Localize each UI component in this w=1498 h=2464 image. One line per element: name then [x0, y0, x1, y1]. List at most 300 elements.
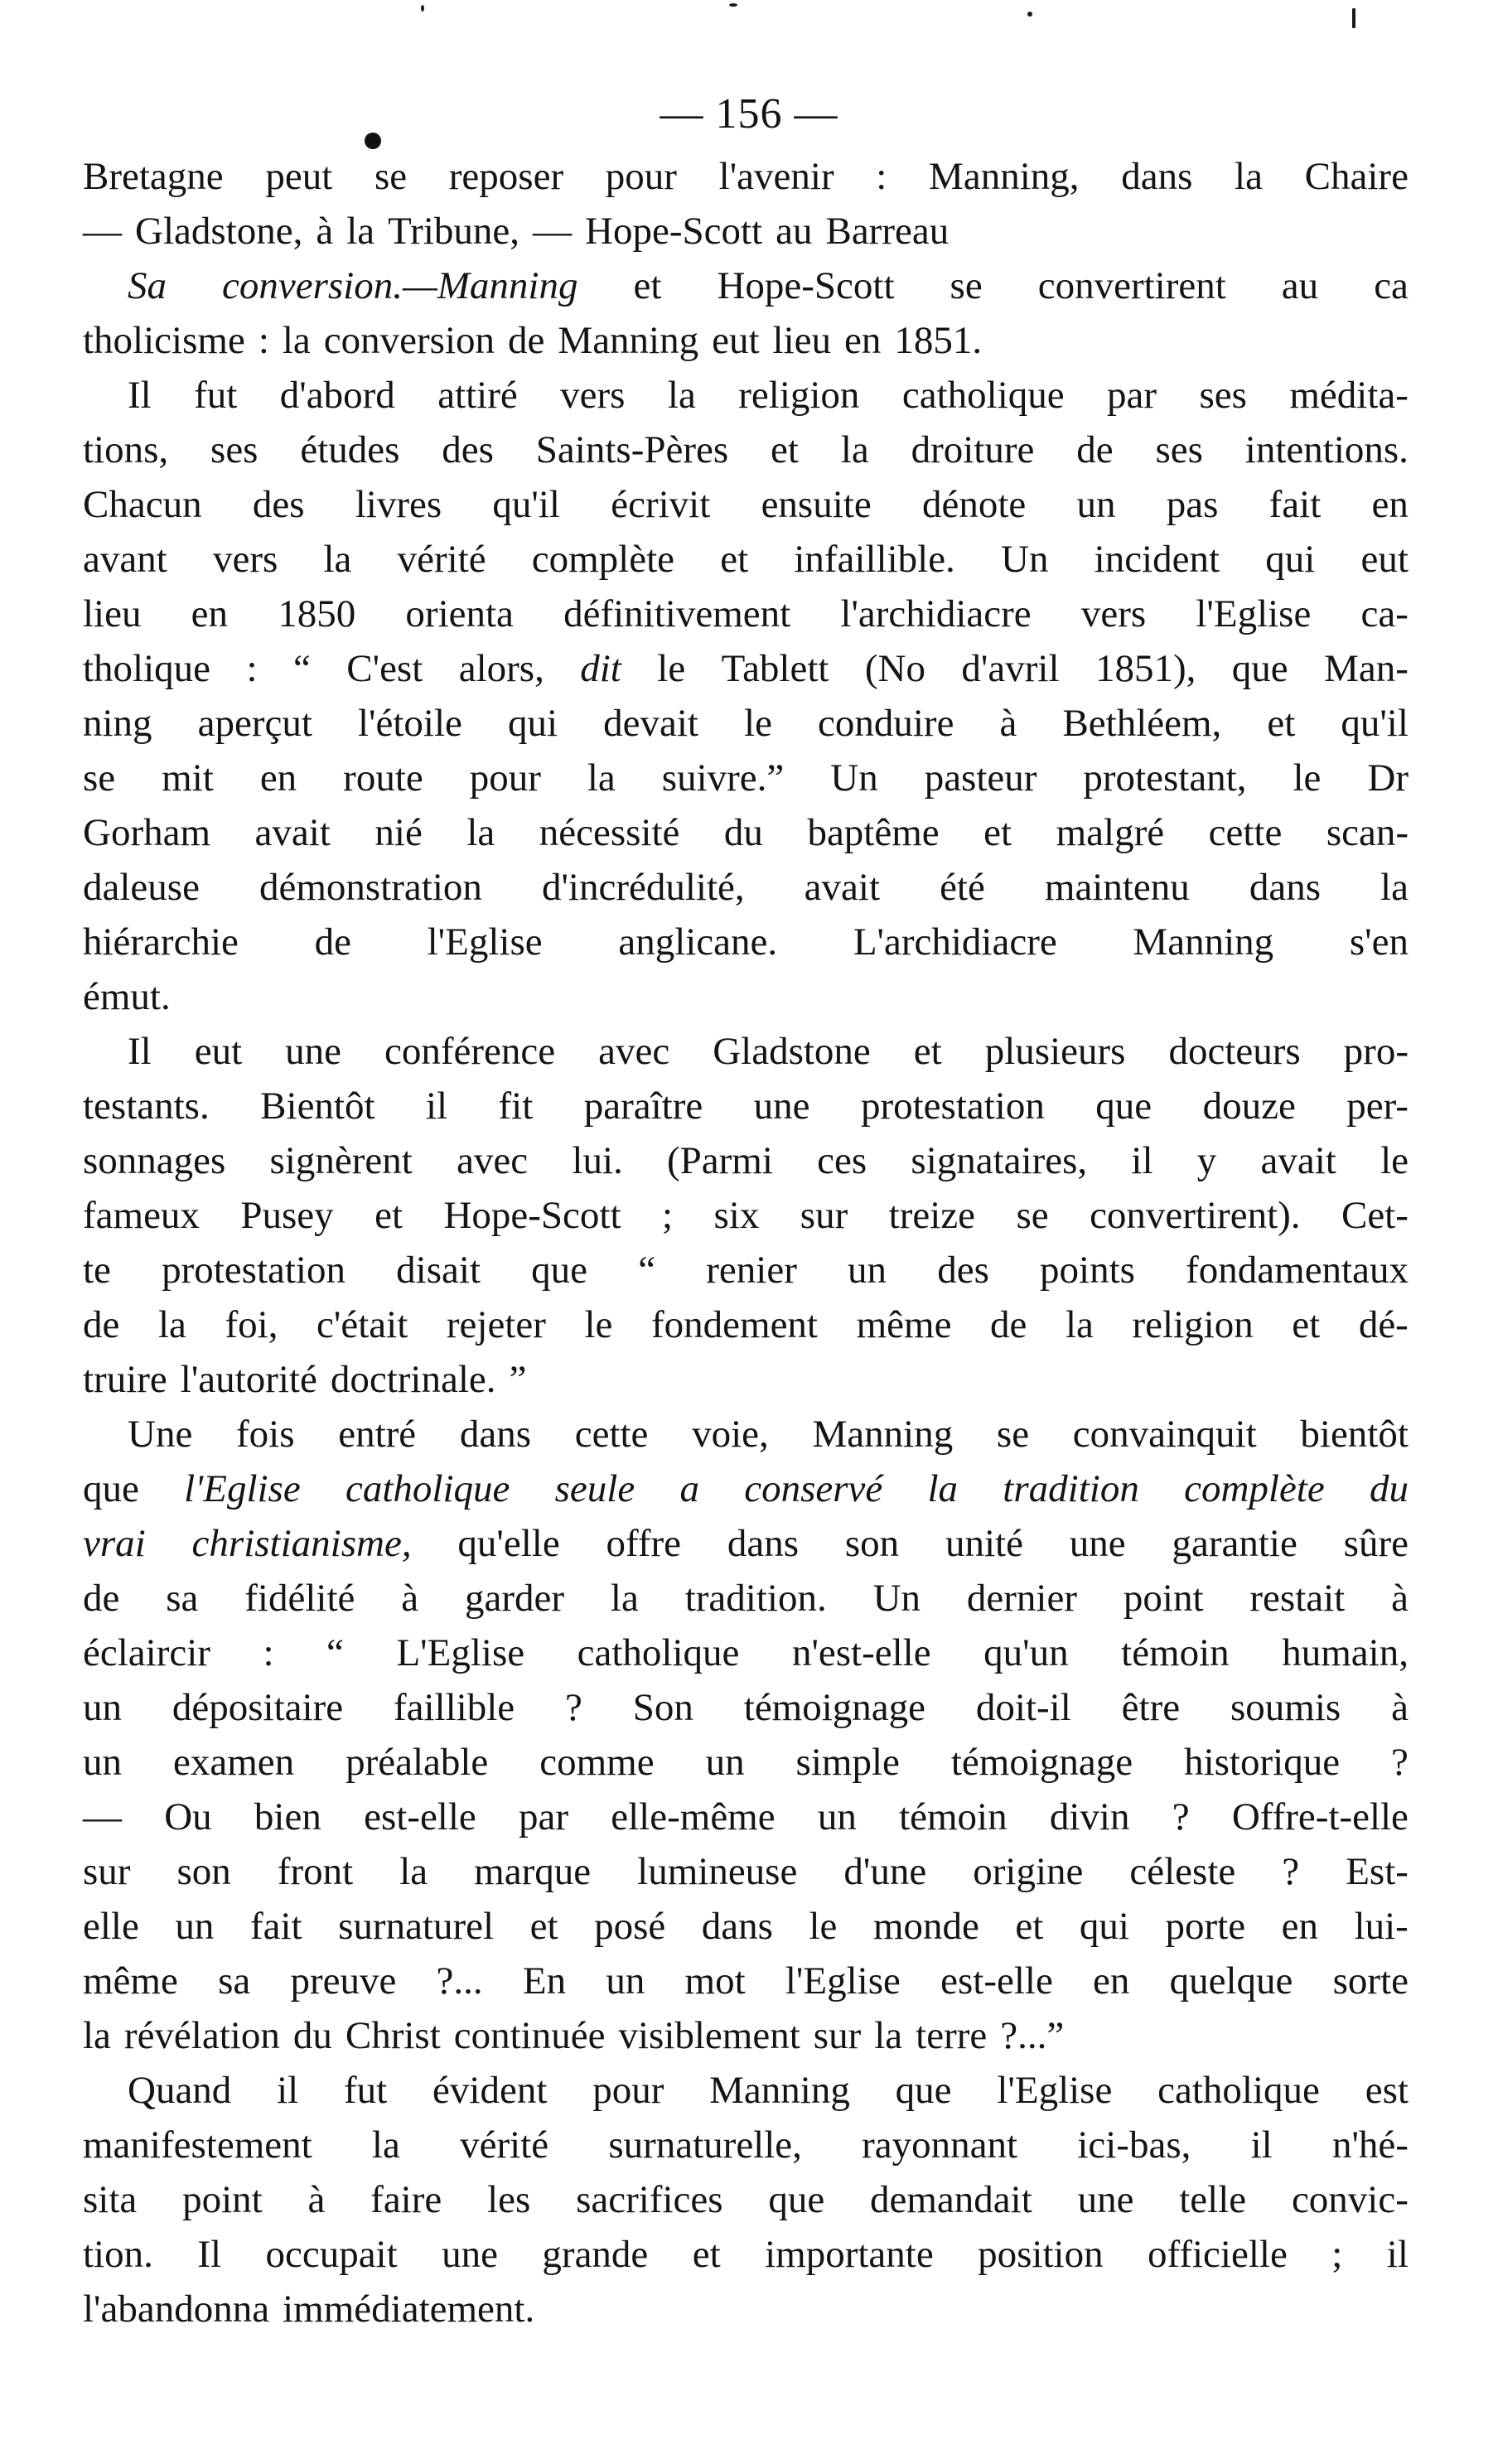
word: avait	[254, 811, 331, 854]
word: et	[913, 1030, 942, 1073]
word: protestant,	[1083, 756, 1247, 800]
word: avant	[83, 538, 167, 581]
word: sorte	[1332, 1959, 1409, 2003]
word: ;	[661, 1194, 674, 1237]
word: la	[840, 428, 869, 471]
word: ?	[565, 1686, 582, 1729]
word: qui	[1265, 538, 1316, 581]
word: protestation	[860, 1085, 1045, 1128]
word: surnaturel	[338, 1905, 495, 1948]
word: études	[300, 428, 400, 471]
text-line	[83, 1461, 1409, 1516]
word: sita	[83, 2178, 138, 2221]
word: quelque	[1169, 1959, 1293, 2003]
word: L'Eglise	[396, 1631, 525, 1674]
word: un	[848, 1249, 887, 1292]
text-line	[83, 751, 1409, 805]
word: baptême	[807, 811, 940, 854]
word: pour	[592, 2069, 664, 2112]
word: truire	[83, 1358, 167, 1401]
word: signataires,	[911, 1139, 1088, 1182]
word: écrivit	[611, 483, 711, 526]
word: faillible	[393, 1686, 515, 1729]
word: voie,	[692, 1413, 769, 1456]
word: points	[1040, 1249, 1135, 1292]
word: intentions.	[1244, 428, 1409, 471]
text-line	[83, 1352, 1409, 1407]
text-line	[83, 1079, 1409, 1133]
word: vers	[212, 538, 278, 581]
word: qui	[507, 702, 558, 745]
word: :	[246, 647, 258, 690]
word: l'étoile	[357, 702, 462, 745]
text-line	[83, 1626, 1409, 1680]
word: rayonnant	[862, 2123, 1018, 2167]
word: signèrent	[269, 1139, 413, 1182]
text-line	[83, 258, 1409, 313]
word: Man-	[1324, 647, 1409, 690]
word: sacrifices	[576, 2178, 723, 2221]
word: lieu	[83, 592, 142, 635]
word: faire	[370, 2178, 442, 2221]
body-text	[83, 149, 1409, 2336]
word: la	[667, 374, 696, 417]
word: catholique	[1157, 2069, 1320, 2112]
text-line	[83, 477, 1409, 532]
word: grande	[542, 2233, 649, 2276]
word: historique	[1184, 1741, 1341, 1784]
word: alors,	[458, 647, 544, 690]
word: en	[844, 319, 882, 362]
word: Pusey	[240, 1194, 334, 1237]
word: 1851.	[894, 319, 983, 362]
word: témoignage	[950, 1741, 1133, 1784]
text-line	[83, 149, 1409, 204]
word: avait	[1260, 1139, 1336, 1182]
word: “	[638, 1249, 656, 1292]
word: Manning,	[929, 155, 1080, 198]
word: divin	[1049, 1795, 1130, 1838]
word: complète	[531, 538, 675, 581]
word: démonstration	[259, 866, 482, 909]
text-line	[83, 1243, 1409, 1297]
text-line	[83, 860, 1409, 915]
word: se	[83, 756, 116, 800]
word: une	[285, 1030, 342, 1073]
page-number: — 156 —	[660, 90, 838, 138]
text-line	[83, 1133, 1409, 1188]
word: conduire	[818, 702, 954, 745]
word: ;	[1331, 2233, 1343, 2276]
word: 1850	[278, 592, 356, 635]
word: surnaturelle,	[608, 2123, 802, 2167]
word: Manning	[709, 2069, 850, 2112]
word: te	[83, 1249, 111, 1292]
word: a	[679, 1467, 699, 1510]
word: En	[522, 1959, 567, 2003]
word: fit	[498, 1085, 534, 1128]
word: la	[466, 811, 495, 854]
word: d'incrédulité,	[541, 866, 745, 909]
word: fidélité	[244, 1577, 355, 1620]
word: testants.	[83, 1085, 210, 1128]
word: que	[531, 1249, 588, 1292]
word: une	[753, 1085, 810, 1128]
word: occupait	[265, 2233, 398, 2276]
word: et	[1267, 702, 1296, 745]
word: d'abord	[279, 374, 395, 417]
word: Un	[872, 1577, 921, 1620]
word: la	[1066, 1303, 1094, 1346]
text-line	[83, 2227, 1409, 2282]
text-line	[83, 532, 1409, 587]
word: une	[442, 2233, 498, 2276]
word: christianisme,	[191, 1522, 412, 1565]
word: Quand	[128, 2069, 232, 2112]
text-line	[83, 1680, 1409, 1735]
word: à	[1391, 1577, 1409, 1620]
word: des	[442, 428, 494, 471]
word: terre	[916, 2014, 988, 2057]
word: ces	[817, 1139, 867, 1182]
word: des	[252, 483, 305, 526]
word: et	[1015, 1905, 1044, 1948]
word: foi,	[225, 1303, 278, 1346]
word: monde	[872, 1905, 979, 1948]
word: tions,	[83, 428, 169, 471]
word: conversion.—Manning	[222, 264, 578, 307]
text-line	[83, 204, 1409, 258]
word: eut	[1360, 538, 1409, 581]
word: ning	[83, 702, 152, 745]
word: Gladstone	[713, 1030, 871, 1073]
word: le	[1380, 1139, 1409, 1182]
word: religion	[738, 374, 860, 417]
word: se	[1016, 1194, 1049, 1237]
word: est	[1365, 2069, 1409, 2112]
word: Son	[632, 1686, 693, 1729]
word: à	[1391, 1686, 1409, 1729]
word: simple	[795, 1741, 900, 1784]
word: paraître	[583, 1085, 703, 1128]
word: l'avenir	[718, 155, 834, 198]
word: fut	[344, 2069, 388, 2112]
word: ses	[1155, 428, 1203, 471]
word: renier	[706, 1249, 797, 1292]
word: et	[374, 1194, 403, 1237]
text-line	[83, 2008, 1409, 2063]
word: Chacun	[83, 483, 202, 526]
word: en	[1281, 1905, 1318, 1948]
word: éclaircir	[83, 1631, 210, 1674]
word: le	[744, 702, 772, 745]
word: Gladstone,	[135, 210, 303, 253]
word: y	[1196, 1139, 1217, 1182]
word: Barreau	[825, 210, 950, 253]
word: lumineuse	[637, 1850, 798, 1893]
word: se	[950, 264, 983, 307]
word: c'était	[317, 1303, 408, 1346]
word: et	[771, 428, 799, 471]
word: douze	[1202, 1085, 1296, 1128]
word: et	[720, 538, 749, 581]
word: été	[940, 866, 985, 909]
word: conservé	[744, 1467, 883, 1510]
word: la	[399, 1850, 428, 1893]
word: est-elle	[940, 1959, 1053, 2003]
word: fait	[249, 1905, 302, 1948]
word: Dr	[1367, 756, 1409, 800]
word: Cet-	[1341, 1194, 1409, 1237]
text-line	[83, 1188, 1409, 1243]
word: ses	[1199, 374, 1247, 417]
word: offre	[606, 1522, 682, 1565]
word: scan-	[1326, 811, 1409, 854]
text-line	[83, 2172, 1409, 2227]
word: sa	[218, 1959, 251, 2003]
word: la	[282, 319, 311, 362]
word: peut	[265, 155, 333, 198]
word: dans	[1121, 155, 1193, 198]
word: treize	[888, 1194, 976, 1237]
word: marque	[474, 1850, 592, 1893]
word: anglicane.	[618, 920, 778, 964]
word: qu'il	[492, 483, 560, 526]
word: Bethléem,	[1062, 702, 1222, 745]
word: sûre	[1343, 1522, 1409, 1565]
word: convertirent	[1037, 264, 1226, 307]
word: Manning	[558, 319, 699, 362]
word: Hope-Scott	[443, 1194, 621, 1237]
word: Tribune,	[388, 210, 520, 253]
word: que	[895, 2069, 952, 2112]
word: Sa	[128, 264, 167, 307]
text-line	[83, 915, 1409, 969]
word: témoin	[1121, 1631, 1230, 1674]
word: l'Eglise	[1196, 592, 1312, 635]
word: elle-même	[611, 1795, 776, 1838]
word: dit	[580, 647, 621, 690]
word: lui.	[572, 1139, 623, 1182]
word: lieu	[772, 319, 832, 362]
word: aperçut	[197, 702, 312, 745]
word: un	[83, 1686, 122, 1729]
word: la	[323, 538, 352, 581]
word: pasteur	[924, 756, 1037, 800]
print-speck	[421, 5, 424, 12]
word: —	[83, 1795, 122, 1838]
word: il	[1250, 2123, 1273, 2167]
word: seule	[554, 1467, 635, 1510]
word: la	[610, 1577, 639, 1620]
print-speck	[1027, 12, 1032, 17]
text-line	[83, 2063, 1409, 2118]
word: soumis	[1230, 1686, 1341, 1729]
word: eut	[712, 319, 760, 362]
word: sonnages	[83, 1139, 226, 1182]
word: Tablett	[721, 647, 829, 690]
word: hiérarchie	[83, 920, 239, 964]
word: doit-il	[975, 1686, 1071, 1729]
word: son	[844, 1522, 900, 1565]
word: convic-	[1291, 2178, 1409, 2221]
word: il	[1386, 2233, 1409, 2276]
word: fut	[194, 374, 238, 417]
word: L'archidiacre	[853, 920, 1057, 964]
word: fondamentaux	[1186, 1249, 1409, 1292]
word: d'une	[843, 1850, 927, 1893]
word: tholicisme	[83, 319, 245, 362]
word: telle	[1179, 2178, 1247, 2221]
word: son	[176, 1850, 231, 1893]
word: Offre-t-elle	[1231, 1795, 1409, 1838]
word: dé-	[1358, 1303, 1409, 1346]
text-line	[83, 1899, 1409, 1954]
word: une	[1069, 1522, 1126, 1565]
text-line	[83, 696, 1409, 751]
word: par	[1107, 374, 1157, 417]
word: Un	[1001, 538, 1049, 581]
text-line	[83, 2282, 1409, 2336]
word: origine	[973, 1850, 1084, 1893]
word: n'hé-	[1331, 2123, 1409, 2167]
word: de	[508, 319, 545, 362]
word: malgré	[1056, 811, 1165, 854]
word: route	[343, 756, 423, 800]
word: et	[633, 264, 662, 307]
word: elle	[83, 1905, 139, 1948]
word: lui-	[1354, 1905, 1409, 1948]
word: Christ	[345, 2014, 441, 2057]
word: au	[776, 210, 813, 253]
word: se	[374, 155, 408, 198]
word: Manning	[1133, 920, 1274, 964]
word: à	[999, 702, 1017, 745]
word: qu'un	[983, 1631, 1069, 1674]
word: immédiatement.	[283, 2288, 535, 2331]
word: ?...	[436, 1959, 483, 2003]
word: un	[705, 1741, 745, 1784]
word: catholique	[577, 1631, 740, 1674]
word: orienta	[405, 592, 514, 635]
word: maintenu	[1044, 866, 1190, 909]
word: 1851),	[1095, 647, 1196, 690]
word: sur	[800, 1194, 848, 1237]
text-line	[83, 1844, 1409, 1899]
word: suivre.”	[661, 756, 785, 800]
word: que	[1231, 647, 1288, 690]
text-line	[83, 1297, 1409, 1352]
word: à	[307, 2178, 326, 2221]
word: (No	[864, 647, 925, 690]
word: un	[1076, 483, 1116, 526]
word: demandait	[870, 2178, 1032, 2221]
word: la	[927, 1467, 959, 1510]
word: de	[990, 1303, 1027, 1346]
word: dans	[727, 1522, 799, 1565]
word: et	[983, 811, 1012, 854]
word: :	[258, 319, 269, 362]
word: la	[1235, 155, 1263, 198]
word: pro-	[1343, 1030, 1409, 1073]
text-line	[83, 368, 1409, 423]
word: Saints-Pères	[535, 428, 729, 471]
word: à	[316, 210, 334, 253]
word: du	[292, 2014, 332, 2057]
word: la	[83, 2014, 111, 2057]
word: pas	[1166, 483, 1219, 526]
word: —	[533, 210, 573, 253]
word: dernier	[966, 1577, 1078, 1620]
word: continuée	[453, 2014, 606, 2057]
text-line	[83, 1407, 1409, 1461]
word: vérité	[397, 538, 486, 581]
text-line	[83, 1790, 1409, 1844]
word: sa	[166, 1577, 199, 1620]
word: eut	[194, 1030, 243, 1073]
word: même	[83, 1959, 178, 2003]
word: vérité	[460, 2123, 549, 2167]
word: visiblement	[618, 2014, 800, 2057]
word: doctrinale.	[330, 1358, 496, 1401]
word: Gorham	[83, 811, 211, 854]
word: par	[519, 1795, 569, 1838]
word: Ou	[164, 1795, 212, 1838]
word: vers	[560, 374, 626, 417]
word: il	[425, 1085, 448, 1128]
word: comme	[539, 1741, 655, 1784]
word: même	[856, 1303, 952, 1346]
word: évident	[432, 2069, 548, 2112]
word: garantie	[1172, 1522, 1297, 1565]
word: se	[996, 1413, 1030, 1456]
word: en	[191, 592, 229, 635]
word: tradition	[1003, 1467, 1139, 1510]
word: ?	[1282, 1850, 1300, 1893]
word: la	[874, 2014, 903, 2057]
word: la	[1380, 866, 1409, 909]
word: vers	[1080, 592, 1147, 635]
word: examen	[172, 1741, 295, 1784]
text-line	[83, 1024, 1409, 1079]
word: médita-	[1289, 374, 1409, 417]
word: livres	[355, 483, 442, 526]
word: de	[83, 1303, 120, 1346]
word: C'est	[346, 647, 423, 690]
word: catholique	[901, 374, 1065, 417]
word: tholique	[83, 647, 211, 690]
word: ses	[210, 428, 259, 471]
word: incident	[1094, 538, 1220, 581]
word: la	[587, 756, 616, 800]
word: du	[1369, 1467, 1409, 1510]
word: l'Eglise	[184, 1467, 301, 1510]
word: restait	[1249, 1577, 1346, 1620]
print-speck	[1352, 8, 1355, 28]
word: l'Eglise	[997, 2069, 1113, 2112]
word: il	[1131, 1139, 1153, 1182]
word: l'abandonna	[83, 2288, 270, 2331]
word: conversion	[323, 319, 495, 362]
word: préalable	[346, 1741, 489, 1784]
word: le	[1293, 756, 1322, 800]
word: religion	[1132, 1303, 1254, 1346]
word: l'autorité	[180, 1358, 317, 1401]
word: six	[713, 1194, 760, 1237]
word: pour	[605, 155, 677, 198]
word: importante	[765, 2233, 934, 2276]
word: en	[259, 756, 297, 800]
